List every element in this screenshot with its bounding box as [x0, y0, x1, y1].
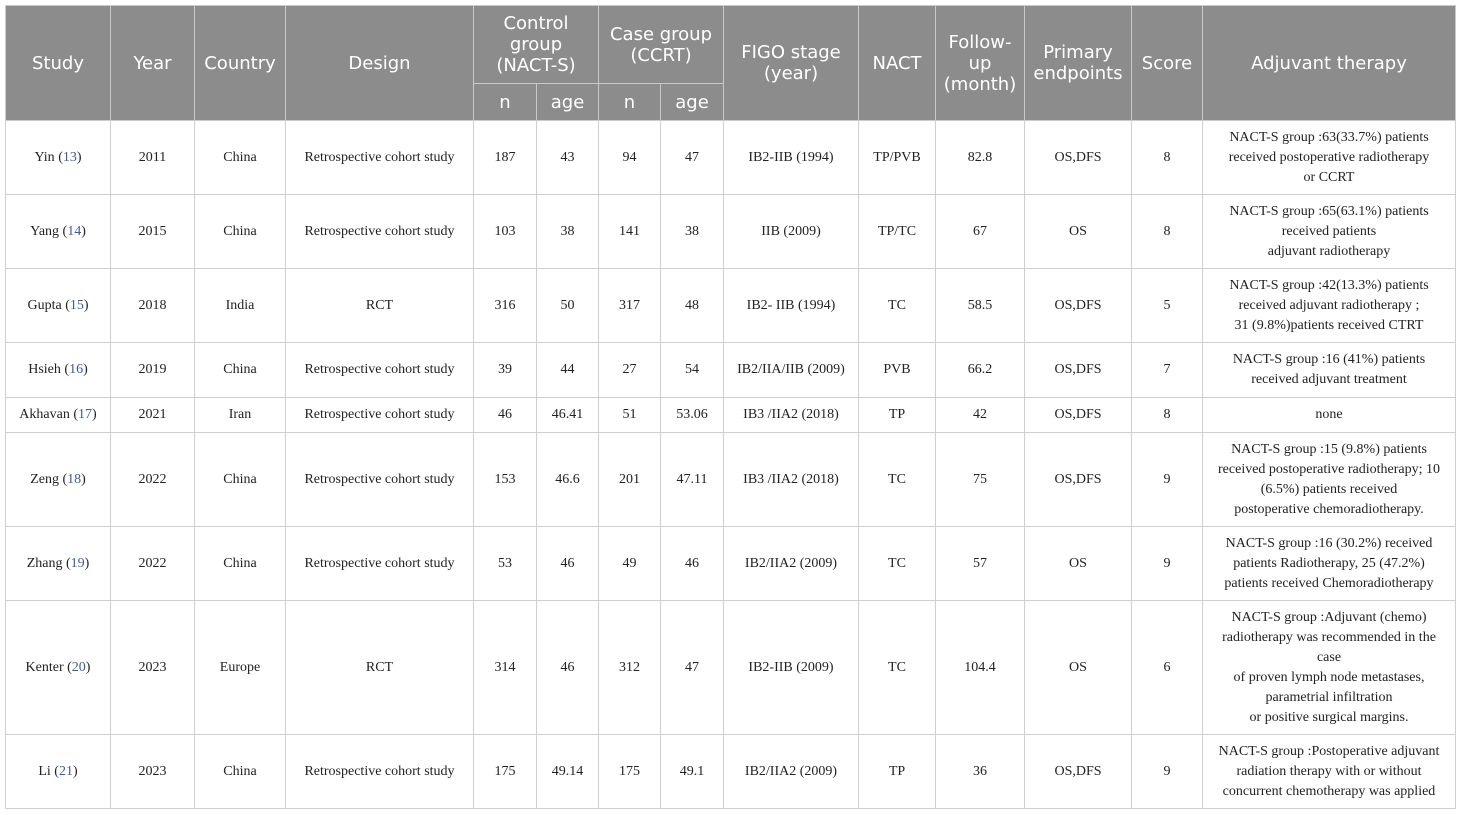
- cell-score: 5: [1132, 269, 1203, 343]
- cell-primary-endpoints: OS: [1025, 195, 1132, 269]
- cell-score: 8: [1132, 121, 1203, 195]
- header-primary-endpoints: Primary endpoints: [1025, 6, 1132, 121]
- cell-primary-endpoints: OS,DFS: [1025, 343, 1132, 398]
- study-characteristics-table-container: [5, 5, 1455, 809]
- cell-control-age: 38: [537, 195, 599, 269]
- cell-year: 2023: [111, 601, 195, 735]
- cell-design: Retrospective cohort study: [286, 398, 474, 433]
- header-control-group: Control group (NACT-S): [474, 6, 599, 84]
- cell-follow-up: 75: [936, 433, 1025, 527]
- cell-case-n: 317: [599, 269, 661, 343]
- cell-control-age: 46.6: [537, 433, 599, 527]
- cell-case-n: 94: [599, 121, 661, 195]
- cell-year: 2011: [111, 121, 195, 195]
- table-header: [6, 6, 1456, 121]
- header-figo-stage: FIGO stage (year): [724, 6, 859, 121]
- cell-follow-up: 67: [936, 195, 1025, 269]
- cell-score: 8: [1132, 398, 1203, 433]
- header-control-n: n: [474, 84, 537, 121]
- cell-control-age: 46: [537, 527, 599, 601]
- reference-link[interactable]: 18: [67, 471, 82, 487]
- reference-link[interactable]: 15: [69, 297, 84, 313]
- cell-nact: TP: [859, 398, 936, 433]
- cell-nact: TC: [859, 269, 936, 343]
- cell-control-n: 53: [474, 527, 537, 601]
- cell-figo-stage: IIB (2009): [724, 195, 859, 269]
- cell-score: 6: [1132, 601, 1203, 735]
- cell-case-age: 47: [661, 601, 724, 735]
- cell-score: 9: [1132, 433, 1203, 527]
- cell-adjuvant-therapy: NACT-S group :63(33.7%) patients received postoperative radiotherapy or CCRT: [1203, 121, 1456, 195]
- header-country: Country: [195, 6, 286, 121]
- cell-design: Retrospective cohort study: [286, 121, 474, 195]
- cell-nact: TC: [859, 601, 936, 735]
- cell-country: Europe: [195, 601, 286, 735]
- cell-follow-up: 36: [936, 735, 1025, 809]
- cell-follow-up: 104.4: [936, 601, 1025, 735]
- cell-study: Yin (13): [6, 121, 111, 195]
- cell-country: China: [195, 735, 286, 809]
- table-row: [6, 195, 1456, 269]
- cell-primary-endpoints: OS,DFS: [1025, 269, 1132, 343]
- cell-primary-endpoints: OS,DFS: [1025, 433, 1132, 527]
- cell-follow-up: 42: [936, 398, 1025, 433]
- cell-year: 2022: [111, 433, 195, 527]
- cell-design: Retrospective cohort study: [286, 343, 474, 398]
- cell-follow-up: 82.8: [936, 121, 1025, 195]
- header-follow-up: Follow-up (month): [936, 6, 1025, 121]
- reference-link[interactable]: 16: [69, 362, 84, 377]
- cell-nact: TC: [859, 527, 936, 601]
- study-author: Zeng: [30, 471, 59, 487]
- cell-country: China: [195, 343, 286, 398]
- header-nact: NACT: [859, 6, 936, 121]
- cell-figo-stage: IB2/IIA2 (2009): [724, 527, 859, 601]
- table-row: [6, 269, 1456, 343]
- cell-score: 8: [1132, 195, 1203, 269]
- cell-case-n: 27: [599, 343, 661, 398]
- cell-case-age: 49.1: [661, 735, 724, 809]
- reference-link[interactable]: 19: [70, 555, 85, 571]
- cell-case-n: 312: [599, 601, 661, 735]
- cell-design: RCT: [286, 601, 474, 735]
- cell-design: Retrospective cohort study: [286, 195, 474, 269]
- cell-case-n: 141: [599, 195, 661, 269]
- header-adjuvant-therapy: Adjuvant therapy: [1203, 6, 1456, 121]
- cell-nact: TC: [859, 433, 936, 527]
- table-row: [6, 121, 1456, 195]
- cell-design: Retrospective cohort study: [286, 433, 474, 527]
- cell-year: 2022: [111, 527, 195, 601]
- study-author: Kenter: [25, 659, 64, 675]
- cell-primary-endpoints: OS,DFS: [1025, 398, 1132, 433]
- cell-control-n: 187: [474, 121, 537, 195]
- cell-figo-stage: IB2/IIA2 (2009): [724, 735, 859, 809]
- cell-design: Retrospective cohort study: [286, 735, 474, 809]
- header-year: Year: [111, 6, 195, 121]
- cell-control-n: 39: [474, 343, 537, 398]
- cell-score: 7: [1132, 343, 1203, 398]
- cell-case-n: 49: [599, 527, 661, 601]
- cell-control-n: 153: [474, 433, 537, 527]
- study-author: Yang: [30, 223, 60, 239]
- reference-link[interactable]: 20: [71, 659, 86, 675]
- table-row: [6, 433, 1456, 527]
- cell-adjuvant-therapy: NACT-S group :65(63.1%) patients received patients adjuvant radiotherapy: [1203, 195, 1456, 269]
- cell-study: Akhavan (17): [6, 398, 111, 433]
- cell-case-n: 201: [599, 433, 661, 527]
- cell-case-age: 53.06: [661, 398, 724, 433]
- cell-figo-stage: IB3 /IIA2 (2018): [724, 433, 859, 527]
- cell-country: China: [195, 121, 286, 195]
- cell-study: Zeng (18): [6, 433, 111, 527]
- cell-country: India: [195, 269, 286, 343]
- cell-control-age: 43: [537, 121, 599, 195]
- cell-study: Yang (14): [6, 195, 111, 269]
- cell-follow-up: 57: [936, 527, 1025, 601]
- cell-study: Li (21): [6, 735, 111, 809]
- study-author: Zhang: [26, 555, 63, 571]
- header-score: Score: [1132, 6, 1203, 121]
- cell-control-n: 46: [474, 398, 537, 433]
- cell-adjuvant-therapy: none: [1203, 398, 1456, 433]
- cell-control-age: 46: [537, 601, 599, 735]
- cell-case-age: 54: [661, 343, 724, 398]
- study-author: Gupta: [27, 297, 62, 313]
- cell-design: Retrospective cohort study: [286, 527, 474, 601]
- cell-adjuvant-therapy: NACT-S group :16 (30.2%) received patients Radiotherapy, 25 (47.2%) patients received Chemoradiotherapy: [1203, 527, 1456, 601]
- cell-primary-endpoints: OS,DFS: [1025, 121, 1132, 195]
- header-design: Design: [286, 6, 474, 121]
- cell-country: China: [195, 195, 286, 269]
- cell-case-age: 38: [661, 195, 724, 269]
- table-row: [6, 343, 1456, 398]
- cell-figo-stage: IB2-IIB (1994): [724, 121, 859, 195]
- cell-adjuvant-therapy: NACT-S group :15 (9.8%) patients received postoperative radiotherapy; 10 (6.5%) patients received postoperative chemoradiotherapy.: [1203, 433, 1456, 527]
- table-row: [6, 527, 1456, 601]
- cell-primary-endpoints: OS,DFS: [1025, 735, 1132, 809]
- cell-primary-endpoints: OS: [1025, 601, 1132, 735]
- reference-link[interactable]: 13: [62, 149, 77, 165]
- cell-control-age: 50: [537, 269, 599, 343]
- header-case-age: age: [661, 84, 724, 121]
- study-author: Akhavan: [19, 407, 70, 422]
- header-case-group: Case group (CCRT): [599, 6, 724, 84]
- cell-figo-stage: IB3 /IIA2 (2018): [724, 398, 859, 433]
- cell-figo-stage: IB2-IIB (2009): [724, 601, 859, 735]
- cell-score: 9: [1132, 735, 1203, 809]
- cell-adjuvant-therapy: NACT-S group :16 (41%) patients received adjuvant treatment: [1203, 343, 1456, 398]
- cell-case-n: 51: [599, 398, 661, 433]
- header-study: Study: [6, 6, 111, 121]
- cell-primary-endpoints: OS: [1025, 527, 1132, 601]
- cell-control-age: 49.14: [537, 735, 599, 809]
- cell-nact: TP/PVB: [859, 121, 936, 195]
- cell-control-age: 46.41: [537, 398, 599, 433]
- reference-link[interactable]: 17: [78, 407, 93, 422]
- cell-nact: TP: [859, 735, 936, 809]
- cell-case-age: 47: [661, 121, 724, 195]
- cell-adjuvant-therapy: NACT-S group :Adjuvant (chemo) radiotherapy was recommended in the case of proven lymph node metastases, parametrial infiltration or positive surgical margins.: [1203, 601, 1456, 735]
- cell-year: 2019: [111, 343, 195, 398]
- study-author: Li: [38, 763, 51, 779]
- cell-figo-stage: IB2/IIA/IIB (2009): [724, 343, 859, 398]
- cell-year: 2023: [111, 735, 195, 809]
- cell-case-age: 48: [661, 269, 724, 343]
- cell-study: Kenter (20): [6, 601, 111, 735]
- cell-score: 9: [1132, 527, 1203, 601]
- cell-case-age: 46: [661, 527, 724, 601]
- cell-case-age: 47.11: [661, 433, 724, 527]
- cell-country: Iran: [195, 398, 286, 433]
- cell-study: Zhang (19): [6, 527, 111, 601]
- table-row: [6, 735, 1456, 809]
- cell-follow-up: 58.5: [936, 269, 1025, 343]
- cell-control-n: 175: [474, 735, 537, 809]
- study-author: Hsieh: [28, 362, 61, 377]
- cell-study: Hsieh (16): [6, 343, 111, 398]
- cell-nact: PVB: [859, 343, 936, 398]
- table-row: [6, 398, 1456, 433]
- header-control-age: age: [537, 84, 599, 121]
- table-body: [6, 121, 1456, 809]
- reference-link[interactable]: 21: [58, 763, 73, 779]
- table-row: [6, 601, 1456, 735]
- cell-year: 2018: [111, 269, 195, 343]
- cell-control-age: 44: [537, 343, 599, 398]
- cell-country: China: [195, 433, 286, 527]
- cell-control-n: 103: [474, 195, 537, 269]
- cell-control-n: 316: [474, 269, 537, 343]
- cell-adjuvant-therapy: NACT-S group :Postoperative adjuvant radiation therapy with or without concurrent chemotherapy was applied: [1203, 735, 1456, 809]
- cell-design: RCT: [286, 269, 474, 343]
- cell-year: 2021: [111, 398, 195, 433]
- reference-link[interactable]: 14: [67, 223, 82, 239]
- study-author: Yin: [34, 149, 55, 165]
- study-characteristics-table: [5, 5, 1456, 809]
- cell-study: Gupta (15): [6, 269, 111, 343]
- header-case-n: n: [599, 84, 661, 121]
- cell-figo-stage: IB2- IIB (1994): [724, 269, 859, 343]
- cell-country: China: [195, 527, 286, 601]
- cell-adjuvant-therapy: NACT-S group :42(13.3%) patients received adjuvant radiotherapy ; 31 (9.8%)patients received CTRT: [1203, 269, 1456, 343]
- cell-year: 2015: [111, 195, 195, 269]
- cell-follow-up: 66.2: [936, 343, 1025, 398]
- cell-case-n: 175: [599, 735, 661, 809]
- cell-control-n: 314: [474, 601, 537, 735]
- cell-nact: TP/TC: [859, 195, 936, 269]
